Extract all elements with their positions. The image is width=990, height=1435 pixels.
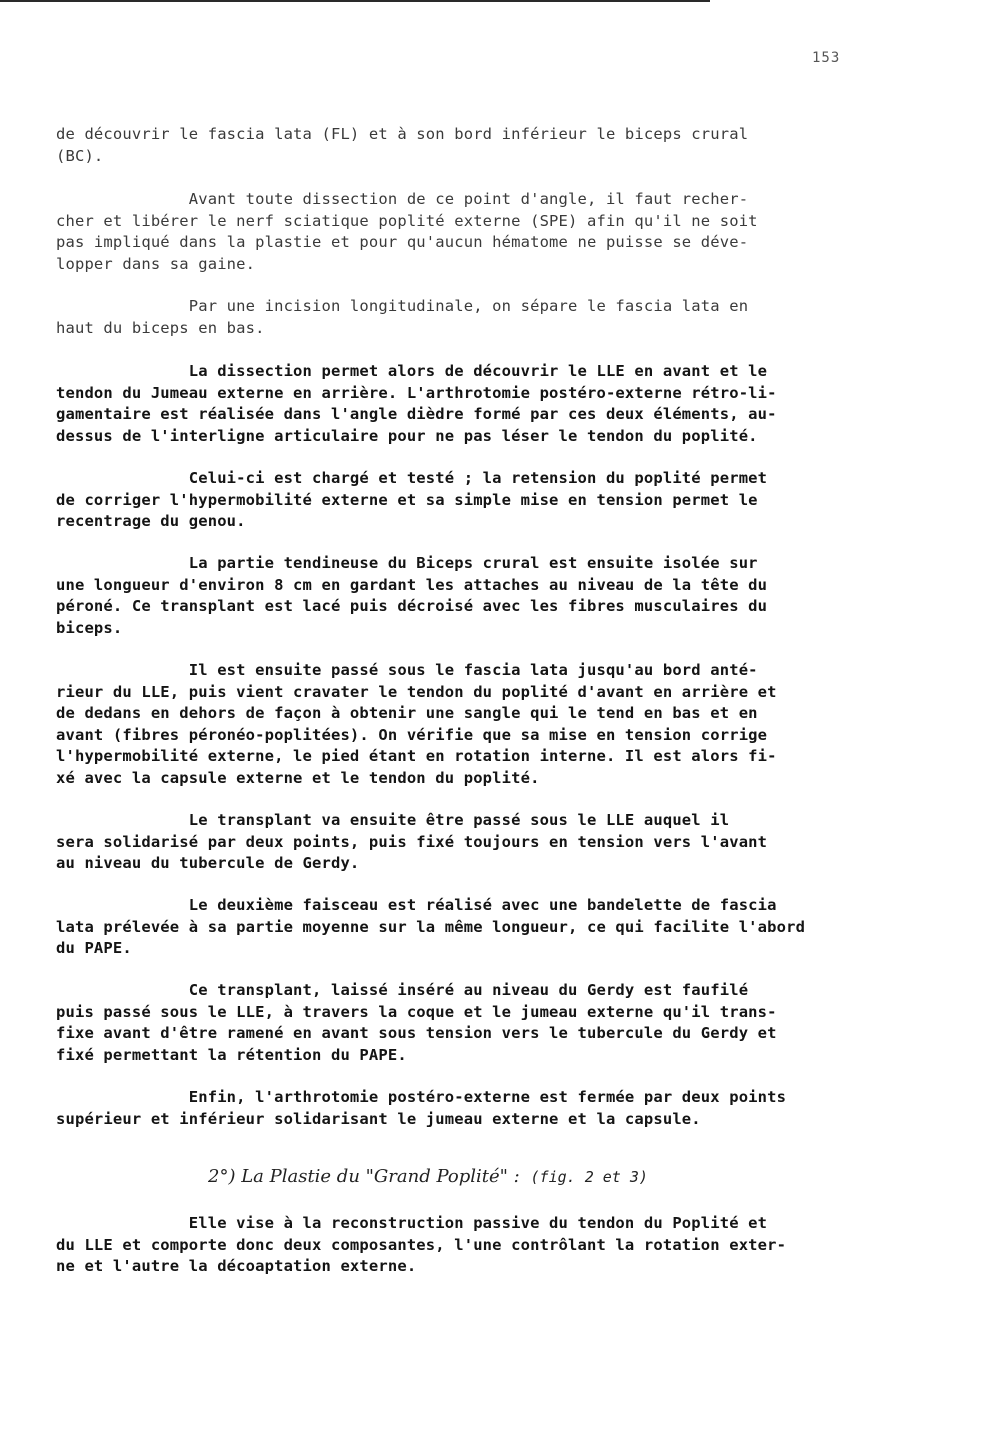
paragraph-2: Avant toute dissection de ce point d'angle, il faut recher- cher et libérer le nerf sciatique poplité externe (SPE) afin qu'il ne soit pas impliqué dans la plastie et pour qu'aucun hématome ne puisse se déve- lopper dans sa gaine. xyxy=(56,190,758,273)
top-rule xyxy=(0,0,710,2)
section-heading-title: 2°) La Plastie du "Grand Poplité" : xyxy=(208,1166,520,1187)
page-number: 153 xyxy=(812,50,841,66)
paragraph-12: Elle vise à la reconstruction passive du tendon du Poplité et du LLE et comporte donc deux composantes, l'une contrôlant la rotation exter- ne et l'autre la décoaptation externe. xyxy=(56,1214,787,1275)
paragraph-1: de découvrir le fascia lata (FL) et à son bord inférieur le biceps crural (BC). xyxy=(56,125,749,165)
paragraph-4: La dissection permet alors de découvrir le LLE en avant et le tendon du Jumeau externe en arrière. L'arthrotomie postéro-externe rétro-li- gamentaire est réalisée dans l'angle dièdre formé par ces deux éléments, au- dessus de l'interligne articulaire pour ne pas léser le tendon du poplité. xyxy=(56,362,777,445)
section-heading-figure-ref: (fig. 2 et 3) xyxy=(530,1168,648,1186)
section-heading xyxy=(208,1166,648,1187)
paragraph-9: Le deuxième faisceau est réalisé avec une bandelette de fascia lata prélevée à sa partie moyenne sur la même longueur, ce qui facilite l'abord du PAPE. xyxy=(56,896,806,957)
paragraph-10: Ce transplant, laissé inséré au niveau du Gerdy est faufilé puis passé sous le LLE, à travers la coque et le jumeau externe qu'il trans- fixe avant d'être ramené en avant sous tension vers le tubercule du Gerdy et fixé permettant la rétention du PAPE. xyxy=(56,981,777,1064)
paragraph-8: Le transplant va ensuite être passé sous le LLE auquel il sera solidarisé par deux points, puis fixé toujours en tension vers l'avant au niveau du tubercule de Gerdy. xyxy=(56,811,768,872)
paragraph-7: Il est ensuite passé sous le fascia lata jusqu'au bord anté- rieur du LLE, puis vient cravater le tendon du poplité d'avant en arrière et de dedans en dehors de façon à obtenir une sangle qui le tend en bas et en avant (fibres péronéo-poplitées). On vérifie que sa mise en tension corrige l'hypermobilité externe, le pied étant en rotation interne. Il est alors fi- xé avec la capsule externe et le tendon du poplité. xyxy=(56,661,777,787)
paragraph-6: La partie tendineuse du Biceps crural est ensuite isolée sur une longueur d'environ 8 cm en gardant les attaches au niveau de la tête du péroné. Ce transplant est lacé puis décroisé avec les fibres musculaires du biceps. xyxy=(56,554,768,637)
paragraph-5: Celui-ci est chargé et testé ; la retension du poplité permet de corriger l'hypermobilité externe et sa simple mise en tension permet le recentrage du genou. xyxy=(56,469,768,530)
paragraph-11: Enfin, l'arthrotomie postéro-externe est fermée par deux points supérieur et inférieur solidarisant le jumeau externe et la capsule. xyxy=(56,1088,787,1128)
paragraph-3: Par une incision longitudinale, on sépare le fascia lata en haut du biceps en bas. xyxy=(56,297,749,337)
